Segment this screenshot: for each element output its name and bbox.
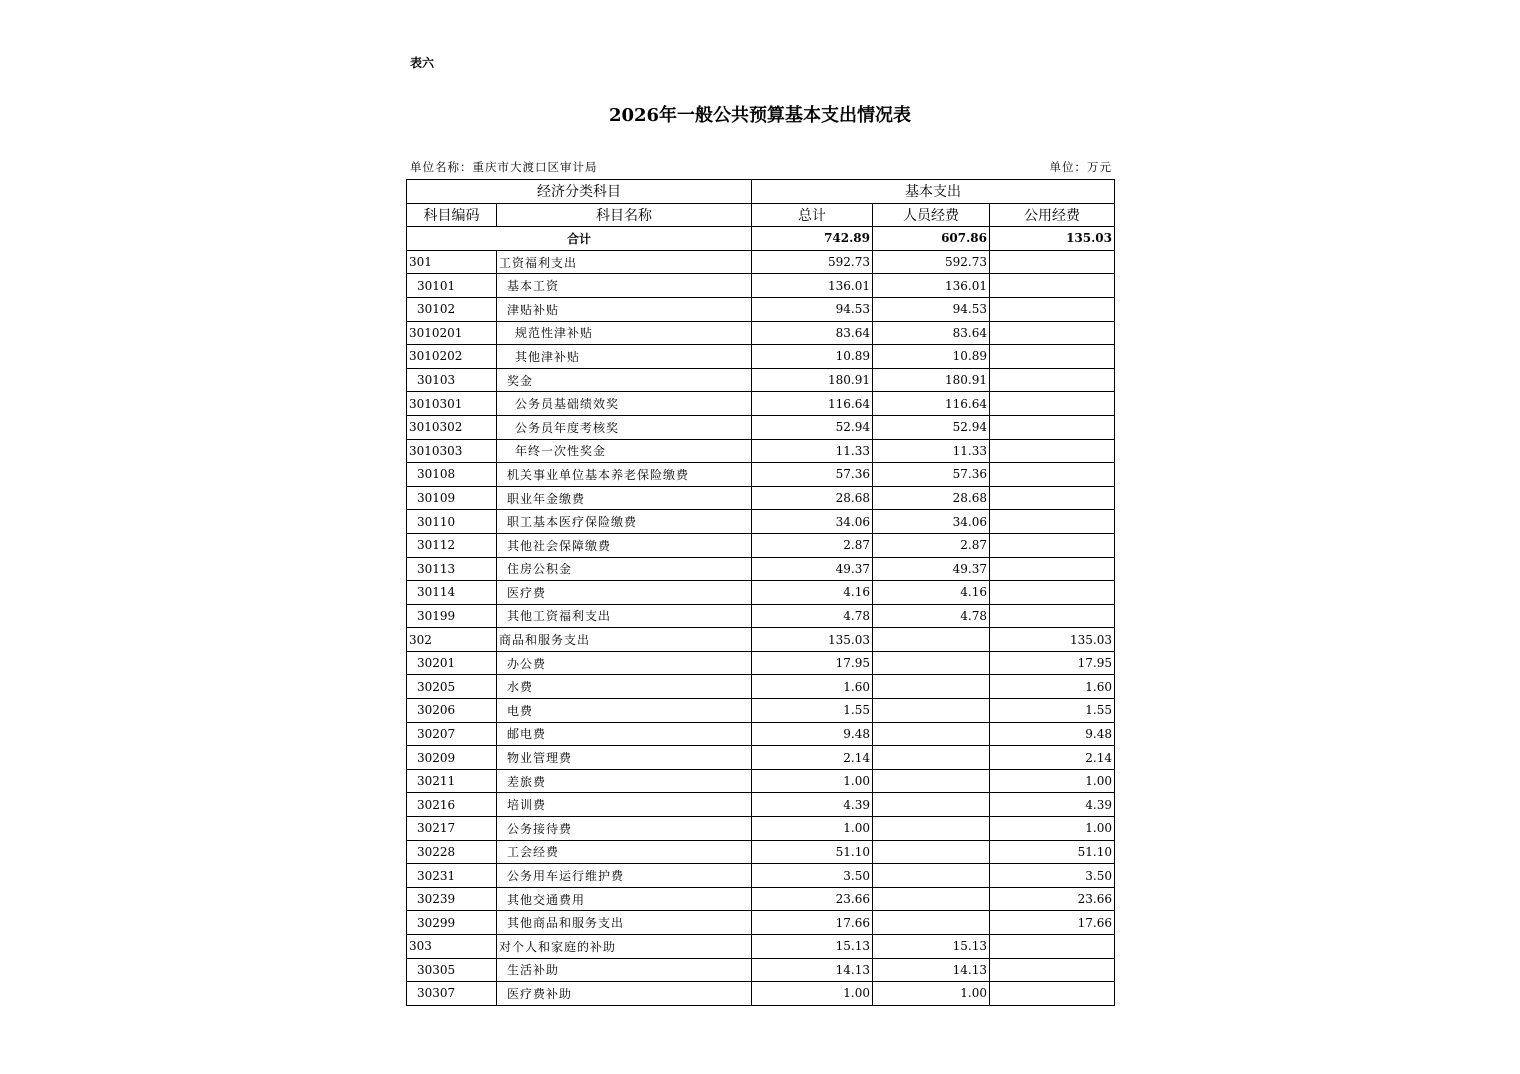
total-label: 合计 [407, 227, 752, 251]
row-code: 30109 [407, 486, 497, 510]
row-name: 培训费 [497, 793, 752, 817]
row-personnel [873, 864, 990, 888]
header-code: 科目编码 [407, 203, 497, 227]
table-row [407, 533, 1115, 557]
table-row [407, 982, 1115, 1006]
header-row-columns [407, 203, 1115, 227]
row-public: 17.66 [990, 911, 1115, 935]
total-public: 135.03 [990, 227, 1115, 251]
table-row [407, 604, 1115, 628]
table-row [407, 250, 1115, 274]
table-row [407, 557, 1115, 581]
row-personnel [873, 628, 990, 652]
table-row [407, 321, 1115, 345]
row-public: 2.14 [990, 746, 1115, 770]
table-row [407, 746, 1115, 770]
row-name: 基本工资 [497, 274, 752, 298]
row-public [990, 274, 1115, 298]
row-code: 30305 [407, 958, 497, 982]
row-code: 30205 [407, 675, 497, 699]
row-name: 其他商品和服务支出 [497, 911, 752, 935]
row-code: 30211 [407, 769, 497, 793]
row-public [990, 486, 1115, 510]
row-personnel: 116.64 [873, 392, 990, 416]
unit-name-label: 单位名称：重庆市大渡口区审计局 [410, 160, 598, 174]
row-name: 办公费 [497, 651, 752, 675]
row-name: 生活补助 [497, 958, 752, 982]
row-public: 3.50 [990, 864, 1115, 888]
row-name: 机关事业单位基本养老保险缴费 [497, 463, 752, 487]
row-personnel: 94.53 [873, 297, 990, 321]
row-personnel: 34.06 [873, 510, 990, 534]
row-total: 1.55 [752, 699, 873, 723]
row-name: 其他交通费用 [497, 887, 752, 911]
row-public [990, 439, 1115, 463]
table-row [407, 722, 1115, 746]
row-public: 17.95 [990, 651, 1115, 675]
row-name: 规范性津补贴 [497, 321, 752, 345]
budget-table [406, 179, 1115, 1006]
row-code: 302 [407, 628, 497, 652]
table-row [407, 463, 1115, 487]
total-row [407, 227, 1115, 251]
row-total: 116.64 [752, 392, 873, 416]
row-total: 180.91 [752, 368, 873, 392]
row-name: 公务员基础绩效奖 [497, 392, 752, 416]
row-code: 3010301 [407, 392, 497, 416]
row-total: 28.68 [752, 486, 873, 510]
row-public: 9.48 [990, 722, 1115, 746]
row-name: 职业年金缴费 [497, 486, 752, 510]
row-public [990, 557, 1115, 581]
row-total: 1.00 [752, 982, 873, 1006]
row-public [990, 415, 1115, 439]
row-name: 电费 [497, 699, 752, 723]
table-row [407, 911, 1115, 935]
header-name: 科目名称 [497, 203, 752, 227]
row-personnel: 4.78 [873, 604, 990, 628]
row-total: 49.37 [752, 557, 873, 581]
table-row [407, 345, 1115, 369]
row-total: 17.95 [752, 651, 873, 675]
row-public: 1.00 [990, 769, 1115, 793]
table-row [407, 935, 1115, 959]
row-public: 1.00 [990, 817, 1115, 841]
row-total: 15.13 [752, 935, 873, 959]
row-total: 57.36 [752, 463, 873, 487]
row-name: 职工基本医疗保险缴费 [497, 510, 752, 534]
row-public: 1.60 [990, 675, 1115, 699]
row-total: 11.33 [752, 439, 873, 463]
row-total: 51.10 [752, 840, 873, 864]
row-code: 30114 [407, 581, 497, 605]
row-personnel [873, 746, 990, 770]
row-code: 3010302 [407, 415, 497, 439]
row-total: 136.01 [752, 274, 873, 298]
row-name: 公务员年度考核奖 [497, 415, 752, 439]
page-title: 2026年一般公共预算基本支出情况表 [608, 105, 912, 126]
row-name: 邮电费 [497, 722, 752, 746]
row-total: 592.73 [752, 250, 873, 274]
row-public: 1.55 [990, 699, 1115, 723]
row-personnel: 83.64 [873, 321, 990, 345]
row-code: 30101 [407, 274, 497, 298]
row-code: 30228 [407, 840, 497, 864]
table-row [407, 368, 1115, 392]
row-code: 30112 [407, 533, 497, 557]
row-total: 10.89 [752, 345, 873, 369]
row-code: 30216 [407, 793, 497, 817]
row-code: 3010303 [407, 439, 497, 463]
row-name: 物业管理费 [497, 746, 752, 770]
row-public [990, 321, 1115, 345]
header-row-group [407, 180, 1115, 204]
row-public: 135.03 [990, 628, 1115, 652]
row-name: 医疗费 [497, 581, 752, 605]
header-public: 公用经费 [990, 203, 1115, 227]
row-public: 51.10 [990, 840, 1115, 864]
table-row [407, 840, 1115, 864]
row-code: 30201 [407, 651, 497, 675]
row-personnel: 28.68 [873, 486, 990, 510]
row-name: 其他津补贴 [497, 345, 752, 369]
row-personnel: 57.36 [873, 463, 990, 487]
table-row [407, 274, 1115, 298]
row-code: 30231 [407, 864, 497, 888]
row-personnel [873, 769, 990, 793]
row-public: 23.66 [990, 887, 1115, 911]
row-personnel: 1.00 [873, 982, 990, 1006]
row-name: 其他社会保障缴费 [497, 533, 752, 557]
row-code: 303 [407, 935, 497, 959]
row-personnel: 592.73 [873, 250, 990, 274]
table-number: 表六 [410, 56, 435, 70]
row-total: 9.48 [752, 722, 873, 746]
row-total: 94.53 [752, 297, 873, 321]
header-basic-expenditure: 基本支出 [752, 180, 1115, 204]
row-personnel: 136.01 [873, 274, 990, 298]
row-code: 30102 [407, 297, 497, 321]
row-public [990, 510, 1115, 534]
row-personnel: 10.89 [873, 345, 990, 369]
row-code: 30113 [407, 557, 497, 581]
row-public [990, 297, 1115, 321]
row-total: 1.60 [752, 675, 873, 699]
table-row [407, 675, 1115, 699]
row-personnel: 11.33 [873, 439, 990, 463]
row-total: 83.64 [752, 321, 873, 345]
row-total: 1.00 [752, 817, 873, 841]
row-total: 2.14 [752, 746, 873, 770]
row-total: 1.00 [752, 769, 873, 793]
row-personnel [873, 840, 990, 864]
row-code: 3010201 [407, 321, 497, 345]
row-name: 水费 [497, 675, 752, 699]
table-row [407, 581, 1115, 605]
table-row [407, 651, 1115, 675]
table-row [407, 958, 1115, 982]
row-personnel: 15.13 [873, 935, 990, 959]
row-code: 30110 [407, 510, 497, 534]
row-public [990, 982, 1115, 1006]
row-code: 30108 [407, 463, 497, 487]
header-econ-category: 经济分类科目 [407, 180, 752, 204]
row-personnel [873, 722, 990, 746]
row-personnel: 52.94 [873, 415, 990, 439]
row-total: 14.13 [752, 958, 873, 982]
row-name: 其他工资福利支出 [497, 604, 752, 628]
table-row [407, 297, 1115, 321]
table-row [407, 439, 1115, 463]
row-public [990, 463, 1115, 487]
table-row [407, 793, 1115, 817]
table-row [407, 699, 1115, 723]
row-total: 52.94 [752, 415, 873, 439]
row-public [990, 581, 1115, 605]
row-code: 30217 [407, 817, 497, 841]
row-name: 公务接待费 [497, 817, 752, 841]
row-public: 4.39 [990, 793, 1115, 817]
row-public [990, 392, 1115, 416]
row-public [990, 935, 1115, 959]
row-personnel [873, 699, 990, 723]
row-code: 30239 [407, 887, 497, 911]
row-personnel: 180.91 [873, 368, 990, 392]
table-row [407, 887, 1115, 911]
row-public [990, 345, 1115, 369]
row-total: 135.03 [752, 628, 873, 652]
row-name: 工资福利支出 [497, 250, 752, 274]
row-personnel: 4.16 [873, 581, 990, 605]
table-row [407, 769, 1115, 793]
table-row [407, 817, 1115, 841]
row-code: 30103 [407, 368, 497, 392]
row-name: 对个人和家庭的补助 [497, 935, 752, 959]
row-total: 4.39 [752, 793, 873, 817]
row-personnel [873, 817, 990, 841]
row-personnel [873, 793, 990, 817]
row-total: 2.87 [752, 533, 873, 557]
row-name: 奖金 [497, 368, 752, 392]
header-personnel: 人员经费 [873, 203, 990, 227]
row-name: 年终一次性奖金 [497, 439, 752, 463]
table-row [407, 864, 1115, 888]
row-personnel [873, 887, 990, 911]
row-public [990, 533, 1115, 557]
table-row [407, 486, 1115, 510]
total-total: 742.89 [752, 227, 873, 251]
row-total: 4.16 [752, 581, 873, 605]
row-total: 17.66 [752, 911, 873, 935]
row-code: 30299 [407, 911, 497, 935]
row-total: 4.78 [752, 604, 873, 628]
row-code: 30207 [407, 722, 497, 746]
row-name: 公务用车运行维护费 [497, 864, 752, 888]
row-code: 30199 [407, 604, 497, 628]
row-code: 30307 [407, 982, 497, 1006]
row-code: 30206 [407, 699, 497, 723]
row-code: 3010202 [407, 345, 497, 369]
row-public [990, 604, 1115, 628]
row-personnel: 2.87 [873, 533, 990, 557]
total-personnel: 607.86 [873, 227, 990, 251]
row-public [990, 958, 1115, 982]
table-row [407, 510, 1115, 534]
row-personnel [873, 675, 990, 699]
row-personnel: 49.37 [873, 557, 990, 581]
row-name: 差旅费 [497, 769, 752, 793]
unit-label: 单位：万元 [1049, 160, 1112, 174]
row-total: 23.66 [752, 887, 873, 911]
row-name: 住房公积金 [497, 557, 752, 581]
table-row [407, 392, 1115, 416]
row-total: 3.50 [752, 864, 873, 888]
row-personnel [873, 911, 990, 935]
row-code: 30209 [407, 746, 497, 770]
row-code: 301 [407, 250, 497, 274]
row-name: 商品和服务支出 [497, 628, 752, 652]
row-personnel [873, 651, 990, 675]
row-public [990, 250, 1115, 274]
row-name: 津贴补贴 [497, 297, 752, 321]
table-row [407, 415, 1115, 439]
table-row [407, 628, 1115, 652]
row-personnel: 14.13 [873, 958, 990, 982]
row-name: 医疗费补助 [497, 982, 752, 1006]
row-name: 工会经费 [497, 840, 752, 864]
row-public [990, 368, 1115, 392]
header-total: 总计 [752, 203, 873, 227]
row-total: 34.06 [752, 510, 873, 534]
